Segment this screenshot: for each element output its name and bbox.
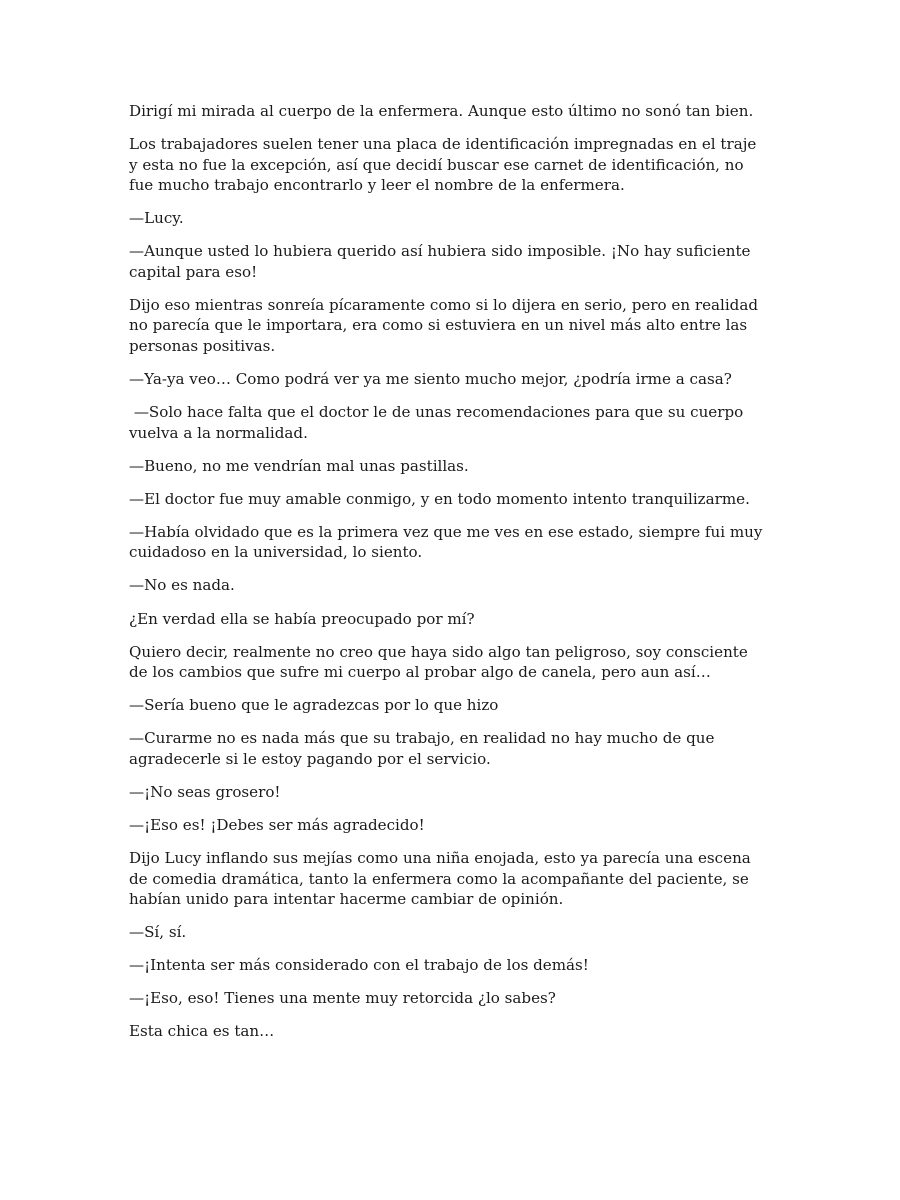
paragraph: —Curarme no es nada más que su trabajo, en realidad no hay mucho de que agradecerle si le estoy pagando por el servicio.: [129, 729, 720, 768]
paragraph: —¡Eso, eso! Tienes una mente muy retorcida ¿lo sabes?: [129, 989, 556, 1008]
paragraph: —Ya-ya veo… Como podrá ver ya me siento mucho mejor, ¿podría irme a casa?: [129, 369, 732, 388]
paragraph: —El doctor fue muy amable conmigo, y en todo momento intento tranquilizarme.: [129, 489, 750, 508]
paragraph: —Solo hace falta que el doctor le de unas recomendaciones para que su cuerpo vuelva a la normalidad.: [129, 403, 749, 442]
paragraph: —¡Eso es! ¡Debes ser más agradecido!: [129, 816, 425, 834]
paragraph: —Lucy.: [129, 209, 184, 228]
paragraph: ¿En verdad ella se había preocupado por mí?: [129, 609, 475, 628]
paragraph: —Bueno, no me vendrían mal unas pastillas.: [129, 456, 469, 475]
paragraph: —¡Intenta ser más considerado con el trabajo de los demás!: [129, 956, 589, 975]
paragraph: —No es nada.: [129, 576, 235, 595]
paragraph: —Sí, sí.: [129, 923, 187, 942]
document-body: [129, 101, 769, 1055]
paragraph: Dijo Lucy inflando sus mejías como una niña enojada, esto ya parecía una escena de comedia dramática, tanto la enfermera como la acompañante del paciente, se habían unido para intentar hacerme cambiar de opinión.: [129, 849, 756, 909]
paragraph: Quiero decir, realmente no creo que haya sido algo tan peligroso, soy consciente de los cambios que sufre mi cuerpo al probar algo de canela, pero aun así…: [129, 642, 753, 682]
paragraph: Los trabajadores suelen tener una placa de identificación impregnadas en el traje y esta no fue la excepción, así que decidí buscar ese carnet de identificación, no fue mucho trabajo encontrarlo y leer el nombre de la enfermera.: [129, 135, 762, 195]
paragraph: —¡No seas grosero!: [129, 782, 281, 801]
paragraph: Dirigí mi mirada al cuerpo de la enfermera. Aunque esto último no sonó tan bien.: [129, 102, 754, 120]
paragraph: —Aunque usted lo hubiera querido así hubiera sido imposible. ¡No hay suficiente capital para eso!: [129, 242, 756, 281]
paragraph: —Había olvidado que es la primera vez que me ves en ese estado, siempre fui muy cuidadoso en la universidad, lo siento.: [129, 522, 768, 562]
paragraph: —Sería bueno que le agradezcas por lo que hizo: [129, 696, 499, 715]
paragraph: Esta chica es tan…: [129, 1022, 275, 1041]
paragraph: Dijo eso mientras sonreía pícaramente como si lo dijera en serio, pero en realidad no parecía que le importara, era como si estuviera en un nivel más alto entre las personas positivas.: [129, 295, 763, 355]
